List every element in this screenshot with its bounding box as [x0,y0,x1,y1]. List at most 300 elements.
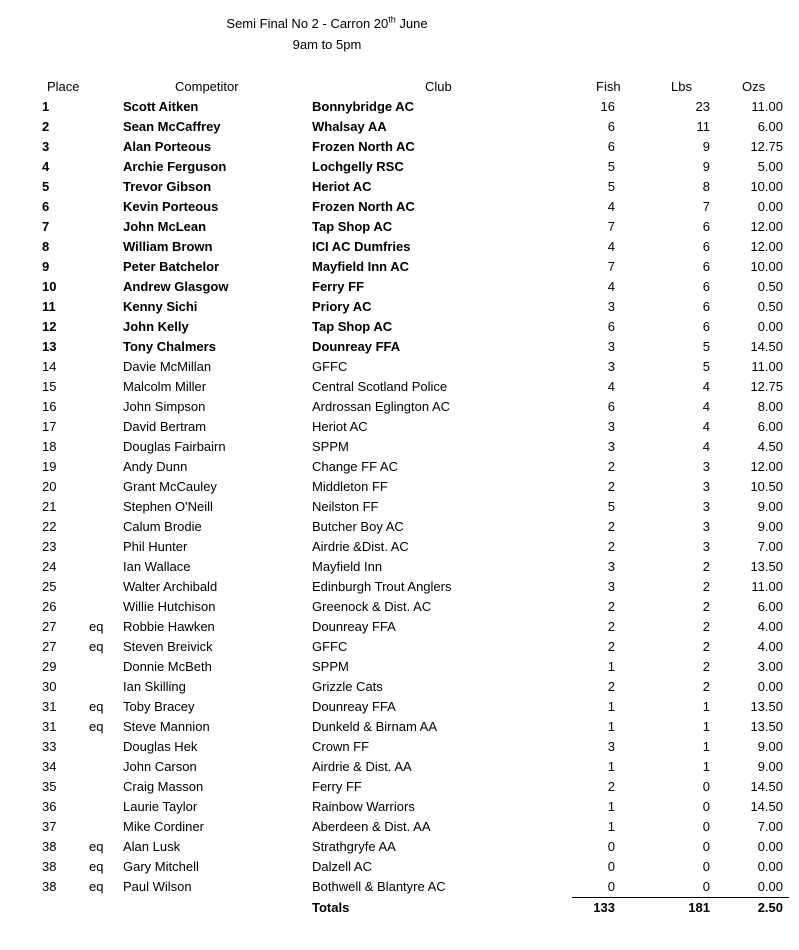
club-name: Mayfield Inn AC [312,259,410,274]
place-cell: 38 [42,879,57,894]
place-cell: 31 [42,719,57,734]
fish-count: 7 [607,219,615,234]
competitor-name: Stephen O'Neill [123,499,213,514]
fish-count: 3 [607,559,615,574]
lbs-value: 2 [702,619,710,634]
ozs-value: 12.00 [750,459,783,474]
table-row [0,437,799,457]
lbs-value: 7 [702,199,710,214]
ozs-value: 0.00 [757,199,783,214]
title-superscript: th [388,14,396,25]
lbs-value: 6 [702,259,710,274]
club-name: Bonnybridge AC [312,99,415,114]
place-cell: 19 [42,459,57,474]
equal-marker: eq [89,879,104,894]
table-row [0,857,799,877]
table-row [0,197,799,217]
table-row [0,177,799,197]
club-name: Ferry FF [312,779,362,794]
club-name: Crown FF [312,739,370,754]
fish-count: 5 [607,159,615,174]
ozs-value: 0.00 [757,319,783,334]
table-row [0,417,799,437]
place-cell: 2 [42,119,50,134]
fish-count: 2 [607,479,615,494]
competitor-name: Archie Ferguson [123,159,227,174]
fish-count: 3 [607,419,615,434]
lbs-value: 3 [702,459,710,474]
equal-marker: eq [89,859,104,874]
club-name: Whalsay AA [312,119,387,134]
fish-count: 2 [607,459,615,474]
fish-count: 3 [607,299,615,314]
lbs-value: 4 [702,439,710,454]
lbs-value: 2 [702,659,710,674]
header-club: Club [425,79,452,94]
competitor-name: Alan Porteous [123,139,212,154]
equal-marker: eq [89,619,104,634]
totals-label: Totals [312,900,350,915]
competitor-name: John Kelly [123,319,189,334]
competitor-name: Ian Wallace [123,559,191,574]
table-row [0,777,799,797]
fish-count: 2 [607,599,615,614]
club-name: Grizzle Cats [312,679,383,694]
lbs-value: 6 [702,319,710,334]
place-cell: 10 [42,279,57,294]
club-name: Aberdeen & Dist. AA [312,819,431,834]
place-cell: 18 [42,439,57,454]
competitor-name: Robbie Hawken [123,619,215,634]
competitor-name: William Brown [123,239,213,254]
fish-count: 3 [607,439,615,454]
ozs-value: 8.00 [757,399,783,414]
ozs-value: 7.00 [757,539,783,554]
fish-count: 3 [607,339,615,354]
ozs-value: 10.00 [750,259,783,274]
club-name: Middleton FF [312,479,388,494]
lbs-value: 3 [702,479,710,494]
place-cell: 33 [42,739,57,754]
place-cell: 23 [42,539,57,554]
club-name: Airdrie & Dist. AA [312,759,412,774]
place-cell: 5 [42,179,50,194]
competitor-name: Mike Cordiner [123,819,204,834]
fish-count: 4 [607,279,615,294]
ozs-value: 7.00 [757,819,783,834]
place-cell: 21 [42,499,57,514]
ozs-value: 0.50 [757,299,783,314]
place-cell: 26 [42,599,57,614]
competitor-name: Trevor Gibson [123,179,212,194]
competitor-name: Douglas Hek [123,739,198,754]
place-cell: 29 [42,659,57,674]
fish-count: 1 [607,819,615,834]
competitor-name: Ian Skilling [123,679,186,694]
table-row [0,317,799,337]
lbs-value: 6 [702,279,710,294]
header-competitor: Competitor [175,79,239,94]
fish-count: 5 [607,499,615,514]
place-cell: 25 [42,579,57,594]
lbs-value: 3 [702,519,710,534]
fish-count: 0 [607,879,615,894]
ozs-value: 13.50 [750,559,783,574]
place-cell: 3 [42,139,50,154]
ozs-value: 11.00 [751,99,783,114]
header-place: Place [47,79,80,94]
table-row [0,697,799,717]
table-row [0,757,799,777]
equal-marker: eq [89,839,104,854]
fish-count: 6 [607,319,615,334]
club-name: SPPM [312,659,349,674]
club-name: Tap Shop AC [312,319,393,334]
place-cell: 30 [42,679,57,694]
ozs-value: 14.50 [750,799,783,814]
fish-count: 0 [607,859,615,874]
ozs-value: 9.00 [757,519,783,534]
competitor-name: Steven Breivick [123,639,213,654]
table-row [0,257,799,277]
ozs-value: 12.00 [750,239,783,254]
competitor-name: Grant McCauley [123,479,217,494]
place-cell: 36 [42,799,57,814]
lbs-value: 0 [702,839,710,854]
ozs-value: 11.00 [751,359,783,374]
competitor-name: Scott Aitken [123,99,199,114]
place-cell: 14 [42,359,57,374]
club-name: Dounreay FFA [312,699,396,714]
competitor-name: Andy Dunn [123,459,188,474]
place-cell: 31 [42,699,57,714]
club-name: Heriot AC [312,419,368,434]
club-name: Ardrossan Eglington AC [312,399,451,414]
club-name: Priory AC [312,299,372,314]
table-row [0,277,799,297]
fish-count: 2 [607,639,615,654]
lbs-value: 9 [702,159,710,174]
lbs-value: 0 [702,799,710,814]
fish-count: 0 [607,839,615,854]
club-name: SPPM [312,439,349,454]
fish-count: 4 [607,379,615,394]
club-name: Ferry FF [312,279,365,294]
table-row [0,677,799,697]
ozs-value: 6.00 [757,119,783,134]
competitor-name: Calum Brodie [123,519,202,534]
place-cell: 4 [42,159,50,174]
competitor-name: Tony Chalmers [123,339,216,354]
totals-row [0,898,799,918]
ozs-value: 0.00 [757,839,783,854]
table-row [0,217,799,237]
place-cell: 13 [42,339,57,354]
lbs-value: 0 [702,879,710,894]
fish-count: 6 [607,399,615,414]
place-cell: 1 [42,99,50,114]
page-title [0,16,654,31]
table-row [0,297,799,317]
ozs-value: 9.00 [757,759,783,774]
lbs-value: 1 [702,739,710,754]
club-name: Change FF AC [312,459,398,474]
table-row [0,137,799,157]
ozs-value: 4.50 [757,439,783,454]
table-row [0,597,799,617]
lbs-value: 6 [702,299,710,314]
ozs-value: 0.50 [757,279,783,294]
place-cell: 34 [42,759,57,774]
ozs-value: 13.50 [750,719,783,734]
competitor-name: Gary Mitchell [123,859,199,874]
competitor-name: Alan Lusk [123,839,181,854]
equal-marker: eq [89,699,104,714]
fish-count: 3 [607,739,615,754]
lbs-value: 9 [702,139,710,154]
club-name: Edinburgh Trout Anglers [312,579,452,594]
lbs-value: 1 [702,699,710,714]
ozs-value: 12.75 [750,379,783,394]
lbs-value: 1 [702,759,710,774]
competitor-name: Steve Mannion [123,719,210,734]
lbs-value: 3 [702,539,710,554]
place-cell: 6 [42,199,50,214]
club-name: Rainbow Warriors [312,799,415,814]
table-row [0,477,799,497]
club-name: Greenock & Dist. AC [312,599,432,614]
ozs-value: 3.00 [757,659,783,674]
totals-lbs: 181 [688,900,710,915]
fish-count: 1 [607,719,615,734]
competitor-name: Walter Archibald [123,579,218,594]
ozs-value: 9.00 [757,499,783,514]
club-name: Tap Shop AC [312,219,393,234]
header-fish: Fish [596,79,621,94]
table-row [0,457,799,477]
lbs-value: 2 [702,639,710,654]
fish-count: 1 [607,759,615,774]
lbs-value: 4 [702,379,710,394]
place-cell: 22 [42,519,57,534]
place-cell: 16 [42,399,57,414]
table-row [0,577,799,597]
competitor-name: Douglas Fairbairn [123,439,226,454]
ozs-value: 12.75 [750,139,783,154]
table-row [0,837,799,857]
table-row [0,397,799,417]
place-cell: 38 [42,839,57,854]
table-row [0,117,799,137]
ozs-value: 4.00 [757,639,783,654]
ozs-value: 11.00 [751,579,783,594]
ozs-value: 14.50 [750,339,783,354]
fish-count: 3 [607,359,615,374]
fish-count: 6 [607,139,615,154]
fish-count: 4 [607,199,615,214]
ozs-value: 0.00 [757,679,783,694]
ozs-value: 0.00 [757,879,783,894]
fish-count: 4 [607,239,615,254]
table-row [0,517,799,537]
club-name: Neilston FF [312,499,379,514]
competitor-name: Donnie McBeth [123,659,212,674]
lbs-value: 0 [702,819,710,834]
table-row [0,97,799,117]
fish-count: 2 [607,619,615,634]
club-name: GFFC [312,359,348,374]
table-row [0,797,799,817]
ozs-value: 5.00 [757,159,783,174]
competitor-name: John Simpson [123,399,206,414]
club-name: Airdrie &Dist. AC [312,539,409,554]
competitor-name: Phil Hunter [123,539,188,554]
place-cell: 37 [42,819,57,834]
lbs-value: 8 [702,179,710,194]
club-name: Dunkeld & Birnam AA [312,719,438,734]
place-cell: 15 [42,379,57,394]
table-row [0,377,799,397]
lbs-value: 2 [702,579,710,594]
club-name: Dalzell AC [312,859,372,874]
equal-marker: eq [89,719,104,734]
table-row [0,557,799,577]
competitor-name: Willie Hutchison [123,599,216,614]
competitor-name: Laurie Taylor [123,799,198,814]
ozs-value: 10.00 [750,179,783,194]
lbs-value: 6 [702,239,710,254]
table-row [0,537,799,557]
lbs-value: 6 [702,219,710,234]
table-row [0,617,799,637]
lbs-value: 23 [695,99,710,114]
equal-marker: eq [89,639,104,654]
lbs-value: 11 [696,119,710,134]
table-row [0,497,799,517]
ozs-value: 6.00 [757,599,783,614]
title-suffix: June [395,16,428,31]
club-name: Central Scotland Police [312,379,448,394]
lbs-value: 2 [702,679,710,694]
ozs-value: 13.50 [750,699,783,714]
lbs-value: 2 [702,559,710,574]
lbs-value: 5 [702,359,710,374]
fish-count: 6 [607,119,615,134]
lbs-value: 1 [702,719,710,734]
ozs-value: 12.00 [750,219,783,234]
place-cell: 27 [42,639,57,654]
table-row [0,817,799,837]
fish-count: 7 [607,259,615,274]
competitor-name: Toby Bracey [123,699,195,714]
fish-count: 1 [607,799,615,814]
club-name: Dounreay FFA [312,619,396,634]
lbs-value: 4 [702,419,710,434]
place-cell: 12 [42,319,57,334]
ozs-value: 6.00 [757,419,783,434]
place-cell: 27 [42,619,57,634]
place-cell: 17 [42,419,57,434]
place-cell: 38 [42,859,57,874]
club-name: Strathgryfe AA [312,839,396,854]
club-name: Frozen North AC [312,199,415,214]
competitor-name: Craig Masson [123,779,204,794]
title-prefix: Semi Final No 2 - Carron 20 [226,16,389,31]
club-name: Mayfield Inn [312,559,383,574]
fish-count: 2 [607,679,615,694]
club-name: Lochgelly RSC [312,159,404,174]
ozs-value: 4.00 [757,619,783,634]
ozs-value: 9.00 [757,739,783,754]
ozs-value: 10.50 [750,479,783,494]
lbs-value: 4 [702,399,710,414]
place-cell: 8 [42,239,50,254]
header-lbs: Lbs [671,79,692,94]
page-subtitle: 9am to 5pm [292,37,362,52]
table-row [0,717,799,737]
club-name: GFFC [312,639,348,654]
competitor-name: Kevin Porteous [123,199,219,214]
place-cell: 7 [42,219,50,234]
fish-count: 5 [607,179,615,194]
table-row [0,737,799,757]
competitor-name: Paul Wilson [123,879,192,894]
club-name: Frozen North AC [312,139,415,154]
table-row [0,877,799,897]
ozs-value: 0.00 [757,859,783,874]
competitor-name: Kenny Sichi [123,299,198,314]
competitor-name: Peter Batchelor [123,259,220,274]
table-row [0,157,799,177]
ozs-value: 14.50 [750,779,783,794]
competitor-name: John Carson [123,759,197,774]
fish-count: 3 [607,579,615,594]
place-cell: 11 [42,299,56,314]
totals-ozs: 2.50 [757,900,783,915]
place-cell: 9 [42,259,50,274]
lbs-value: 5 [702,339,710,354]
club-name: Heriot AC [312,179,372,194]
fish-count: 1 [607,659,615,674]
header-ozs: Ozs [742,79,766,94]
fish-count: 2 [607,539,615,554]
fish-count: 1 [607,699,615,714]
fish-count: 16 [600,99,615,114]
table-row [0,657,799,677]
place-cell: 20 [42,479,57,494]
competitor-name: John McLean [123,219,207,234]
competitor-name: Sean McCaffrey [123,119,221,134]
club-name: Bothwell & Blantyre AC [312,879,446,894]
club-name: Butcher Boy AC [312,519,404,534]
column-header-row [0,77,799,97]
club-name: Dounreay FFA [312,339,401,354]
competitor-name: Andrew Glasgow [123,279,229,294]
place-cell: 35 [42,779,57,794]
competitor-name: David Bertram [123,419,207,434]
lbs-value: 3 [702,499,710,514]
table-row [0,357,799,377]
fish-count: 2 [607,779,615,794]
table-row [0,237,799,257]
totals-fish: 133 [593,900,615,915]
table-row [0,637,799,657]
place-cell: 24 [42,559,57,574]
fish-count: 2 [607,519,615,534]
lbs-value: 2 [702,599,710,614]
lbs-value: 0 [702,779,710,794]
club-name: ICI AC Dumfries [312,239,411,254]
